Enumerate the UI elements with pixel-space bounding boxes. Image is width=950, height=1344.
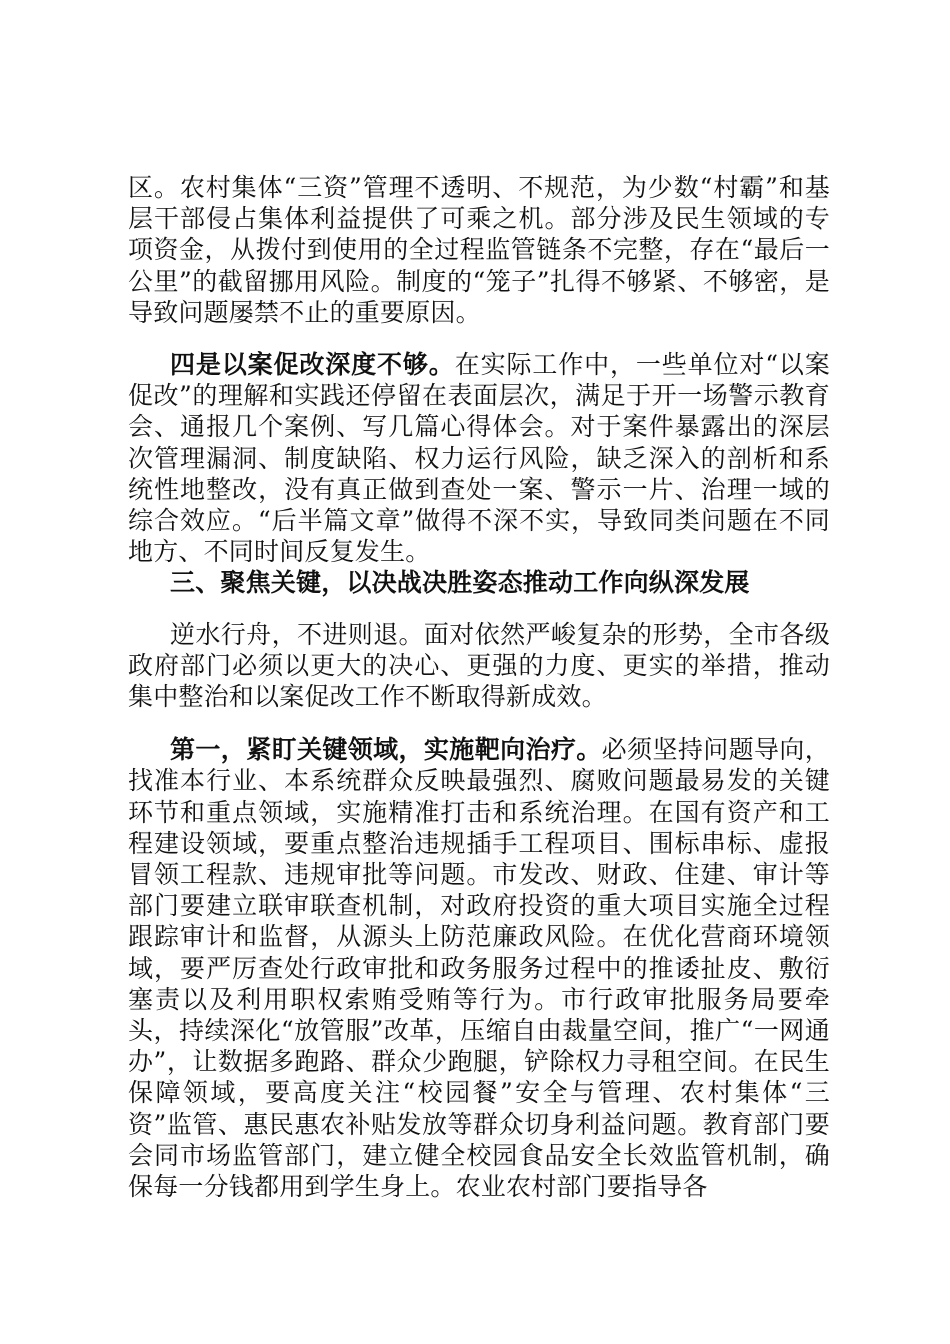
paragraph-continuation: 区。农村集体“三资”管理不透明、不规范，为少数“村霸”和基层干部侵占集体利益提供了可乘之机。部分涉及民生领域的专项资金，从拨付到使用的全过程监管链条不完整，存在“最后一公里”的截留挪用风险。制度的“笼子”扎得不够紧、不够密，是导致问题屡禁不止的重要原因。 [128, 173, 830, 327]
document-page [128, 172, 830, 1202]
paragraph-intro: 逆水行舟，不进则退。面对依然严峻复杂的形势，全市各级政府部门必须以更大的决心、更强的力度、更实的举措，推动集中整治和以案促改工作不断取得新成效。 [128, 619, 830, 712]
section-heading: 三、聚焦关键，以决战决胜姿态推动工作向纵深发展 [170, 568, 750, 598]
paragraph-lead-heading: 第一，紧盯关键领域，实施靶向治疗。 [170, 735, 602, 765]
paragraph-point-four [128, 349, 830, 567]
paragraph-first-measure [128, 734, 830, 1202]
paragraph-lead-heading: 四是以案促改深度不够。 [170, 350, 455, 380]
paragraph-body: 必须坚持问题导向，找准本行业、本系统群众反映最强烈、腐败问题最易发的关键环节和重点领域，实施精准打击和系统治理。在国有资产和工程建设领域，要重点整治违规插手工程项目、围标串标、虚报冒领工程款、违规审批等问题。市发改、财政、住建、审计等部门要建立联审联查机制，对政府投资的重大项目实施全过程跟踪审计和监督，从源头上防范廉政风险。在优化营商环境领域，要严厉查处行政审批和政务服务过程中的推诿扯皮、敷衍塞责以及利用职权索贿受贿等行为。市行政审批服务局要牵头，持续深化“放管服”改革，压缩自由裁量空间，推广“一网通办”，让数据多跑路、群众少跑腿，铲除权力寻租空间。在民生保障领域，要高度关注“校园餐”安全与管理、农村集体“三资”监管、惠民惠农补贴发放等群众切身利益问题。教育部门要会同市场监管部门，建立健全校园食品安全长效监管机制，确保每一分钱都用到学生身上。农业农村部门要指导各 [128, 735, 830, 1202]
paragraph-body: 在实际工作中，一些单位对“以案促改”的理解和实践还停留在表面层次，满足于开一场警示教育会、通报几个案例、写几篇心得体会。对于案件暴露出的深层次管理漏洞、制度缺陷、权力运行风险，缺乏深入的剖析和系统性地整改，没有真正做到查处一案、警示一片、治理一域的综合效应。“后半篇文章”做得不深不实，导致同类问题在不同地方、不同时间反复发生。 [128, 350, 830, 567]
